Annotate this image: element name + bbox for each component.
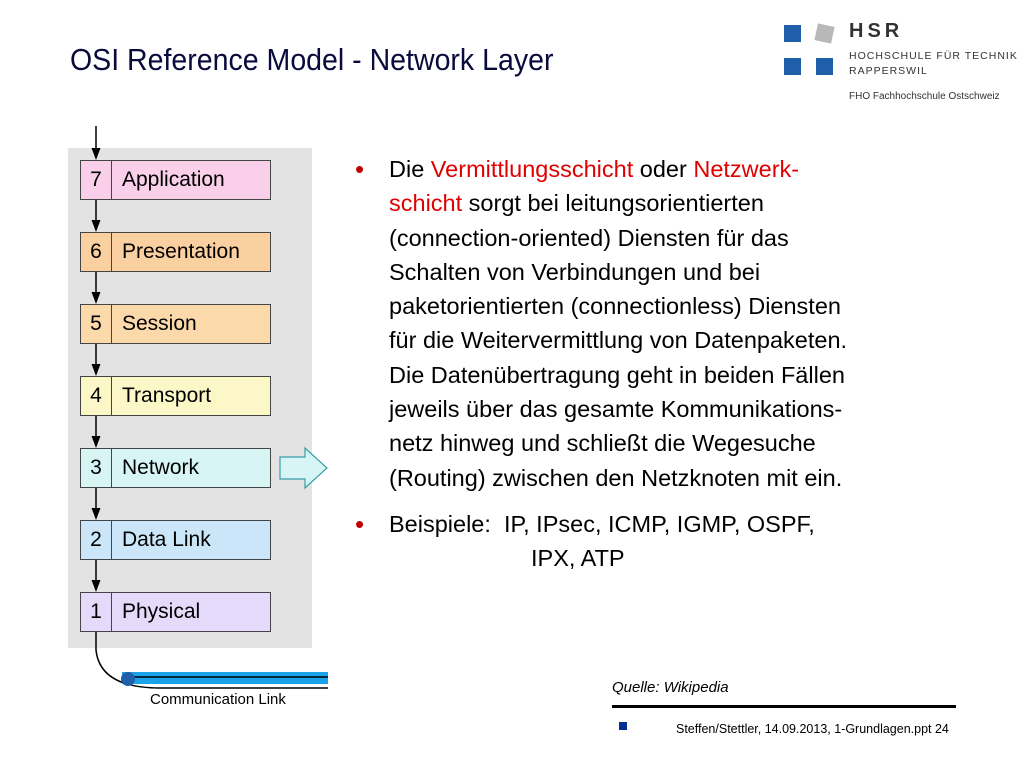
footer-square-icon: [619, 722, 627, 730]
layer-number: 3: [81, 449, 112, 487]
osi-layer-4: [80, 376, 271, 416]
layer-number: 7: [81, 161, 112, 199]
layer-name: Physical: [122, 600, 201, 623]
logo-square-icon: [784, 58, 801, 75]
logo-square-icon: [816, 58, 833, 75]
logo-name: HSR: [849, 20, 904, 42]
layer-number: 2: [81, 521, 112, 559]
logo-square-icon: [814, 23, 834, 43]
logo-square-icon: [784, 25, 801, 42]
communication-link-label: Communication Link: [150, 691, 286, 708]
layer-name: Presentation: [122, 240, 240, 263]
osi-layer-2: [80, 520, 271, 560]
slide-title: OSI Reference Model - Network Layer: [70, 42, 554, 77]
layer-name: Application: [122, 168, 225, 191]
osi-layer-3: [80, 448, 271, 488]
osi-layer-1: [80, 592, 271, 632]
bullet-network-layer: • Die Vermittlungsschicht oder Netzwerk- schicht sorgt bei leitungsorientierten (connection-oriented) Diensten für das Schalten von Verbindungen und bei paketorientierten (connectionless) Diensten für die Weitervermittlung von Datenpaketen. Die Datenübertragung geht in beiden Fällen jeweils über das gesamte Kommunikations- netz hinweg und schließt die Wegesuche (Routing) zwischen den Netzknoten mit ein.: [355, 154, 848, 491]
layer-number: 4: [81, 377, 112, 415]
layer-name: Session: [122, 312, 197, 335]
communication-link-bar: [122, 672, 328, 684]
layer-number: 6: [81, 233, 112, 271]
layer-name: Transport: [122, 384, 212, 407]
footer-rule: [612, 705, 956, 708]
hsr-logo: [784, 22, 1019, 112]
logo-line2: RAPPERSWIL: [849, 65, 928, 77]
footer-text: Steffen/Stettler, 14.09.2013, 1-Grundlagen.ppt 24: [676, 722, 949, 736]
source-note: Quelle: Wikipedia: [612, 679, 729, 696]
layer-number: 5: [81, 305, 112, 343]
osi-layer-5: [80, 304, 271, 344]
osi-layer-6: [80, 232, 271, 272]
layer-name: Network: [122, 456, 200, 479]
bullet-examples: • Beispiele: IP, IPsec, ICMP, IGMP, OSPF, IPX, ATP: [355, 508, 815, 572]
layer-name: Data Link: [122, 528, 211, 551]
logo-line3: FHO Fachhochschule Ostschweiz: [849, 91, 1000, 102]
logo-line1: HOCHSCHULE FÜR TECHNIK: [849, 50, 1018, 62]
bullet-dot-icon: •: [355, 154, 365, 184]
layer-number: 1: [81, 593, 112, 631]
bullet-dot-icon: •: [355, 508, 365, 539]
osi-layer-7: [80, 160, 271, 200]
bullet-list: [355, 152, 965, 576]
